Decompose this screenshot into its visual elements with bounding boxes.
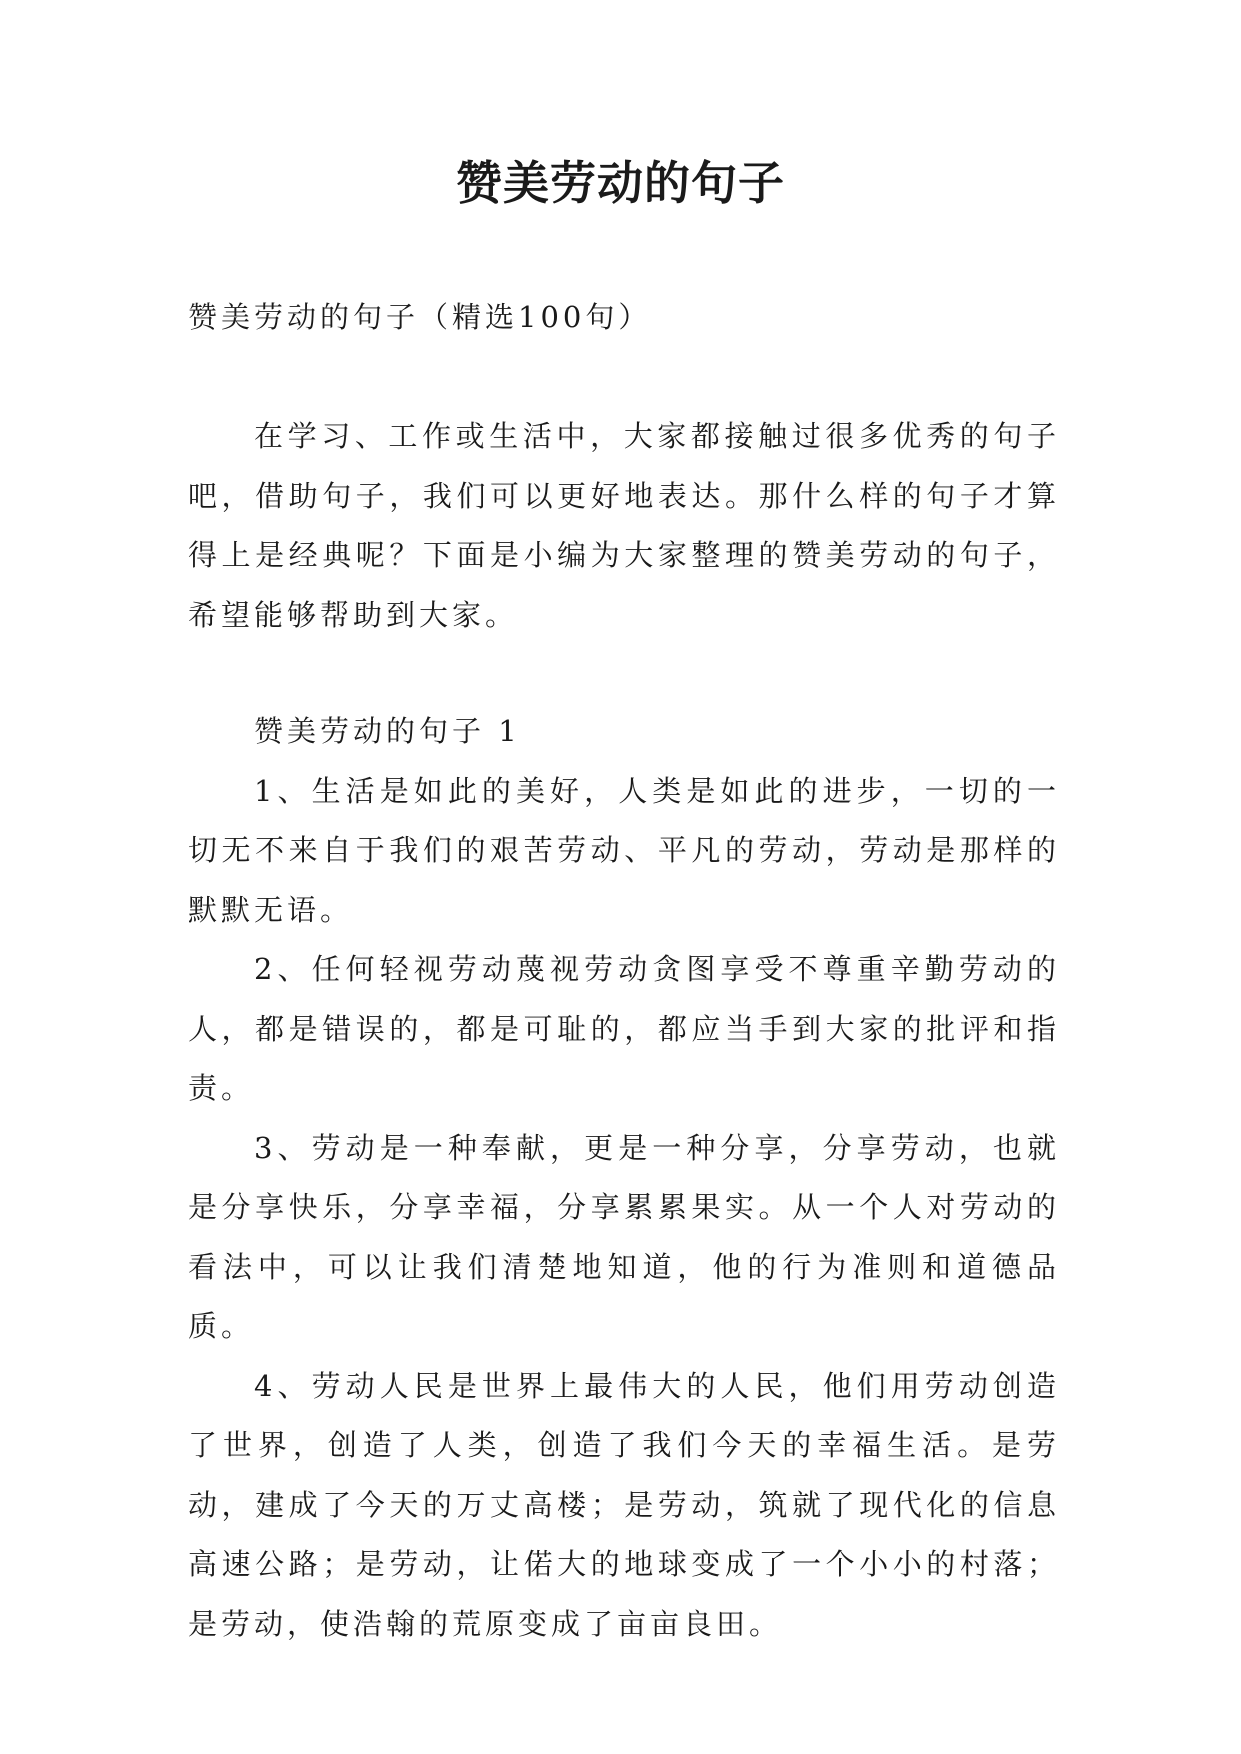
sentence-item: 2、任何轻视劳动蔑视劳动贪图享受不尊重辛勤劳动的人，都是错误的，都是可耻的，都应当手到大家的批评和指责。 bbox=[188, 952, 1060, 1105]
section-heading: 赞美劳动的句子 1 bbox=[254, 714, 521, 748]
sentence-item: 3、劳动是一种奉献，更是一种分享，分享劳动，也就是分享快乐，分享幸福，分享累累果实。从一个人对劳动的看法中，可以让我们清楚地知道，他的行为准则和道德品质。 bbox=[188, 1130, 1060, 1343]
sentence-item: 1、生活是如此的美好，人类是如此的进步，一切的一切无不来自于我们的艰苦劳动、平凡的劳动，劳动是那样的默默无语。 bbox=[188, 773, 1060, 927]
sentence-section bbox=[188, 702, 1060, 1654]
document-title: 赞美劳动的句子 bbox=[456, 156, 785, 210]
intro-paragraph: 在学习、工作或生活中，大家都接触过很多优秀的句子吧，借助句子，我们可以更好地表达。那什么样的句子才算得上是经典呢？下面是小编为大家整理的赞美劳动的句子，希望能够帮助到大家。 bbox=[188, 419, 1060, 632]
document-subtitle: 赞美劳动的句子（精选100句） bbox=[188, 300, 652, 334]
sentence-item: 4、劳动人民是世界上最伟大的人民，他们用劳动创造了世界，创造了人类，创造了我们今天的幸福生活。是劳动，建成了今天的万丈高楼；是劳动，筑就了现代化的信息高速公路；是劳动，让偌大的地球变成了一个小小的村落；是劳动，使浩翰的荒原变成了亩亩良田。 bbox=[188, 1368, 1060, 1641]
